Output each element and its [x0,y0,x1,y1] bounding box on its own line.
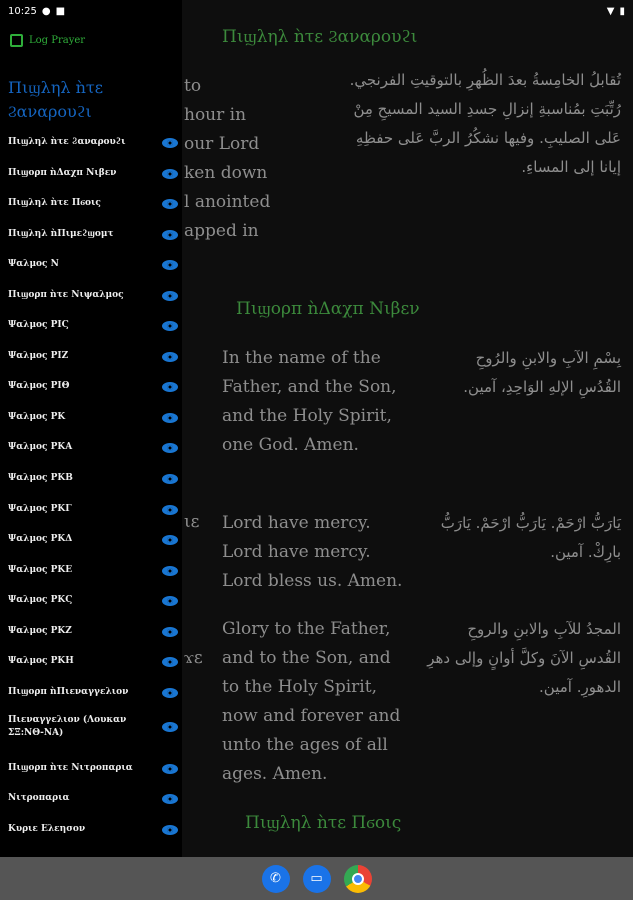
drawer-item[interactable] [8,411,178,424]
arabic-text: بِسْمِ الآبِ والابنِ والرُوحِ القُدُسِ الإلهِ الوَاحِدِ، آمين. [463,349,621,396]
drawer-item[interactable] [8,258,178,271]
english-text: to hour in our Lord ken down l anointed apped in [184,76,271,241]
eye-icon[interactable] [162,199,178,209]
eye-icon[interactable] [162,764,178,774]
notification-icon: ■ [55,5,66,17]
eye-icon[interactable] [162,535,178,545]
notification-icon: ● [41,5,51,17]
clock: 10:25 [8,5,37,17]
drawer-title: Πιϣληλ ǹτε Ϩαναρουϩι [8,78,104,121]
english-text: In the name of the Father, and the Son, and the Holy Spirit, one God. Amen. [222,348,397,455]
eye-icon[interactable] [162,627,178,637]
drawer-item-label: Πιϣληλ ǹτε Πϭοις [8,198,101,208]
drawer-item-label: Πιϣληλ ǹτε Ϩαναρουϩι [8,137,126,147]
drawer-item[interactable] [8,823,178,836]
drawer-item-label: Ψαλμος ΡΚΖ [8,626,72,636]
messages-icon[interactable]: ▭ [303,865,331,893]
drawer-item[interactable] [8,136,178,149]
drawer-item-label: Ψαλμος ΡΙΖ [8,351,69,361]
eye-icon[interactable] [162,722,178,732]
drawer-item-label: Ψαλμος Ν [8,259,59,269]
eye-icon[interactable] [162,596,178,606]
drawer-item-label: Ψαλμος ΡΙΘ [8,381,70,391]
eye-icon[interactable] [162,291,178,301]
drawer-item[interactable] [8,228,178,241]
arabic-text: تُقابلُ الخامِسةُ بعدَ الظُهرِ بالتوقيتِ الفرنجي. رُتِّبَتِ بمُناسبةِ إنزالِ جسدِ السيد المسيحِ مِنْ عَلى الصليبِ. وفيها نشكُرُ الربَّ عَلى حفظِهِ إيانا إلى المساءِ. [349,71,621,176]
section-title: Πιϣληλ ǹτε Ϩαναρουϩι [222,27,418,47]
drawer-item-label: Νιτροπαρια [8,793,70,803]
drawer-item-label: Ψαλμος ΡΙϚ [8,320,69,330]
drawer-item[interactable] [8,289,178,302]
drawer-item-label: Πιϣληλ ǹΠιμεϩϣομτ [8,229,114,239]
drawer-item[interactable] [8,503,178,516]
eye-icon[interactable] [162,382,178,392]
status-bar [0,0,633,22]
log-prayer-checkbox[interactable] [10,34,85,47]
eye-icon[interactable] [162,230,178,240]
drawer-item[interactable] [8,564,178,577]
drawer-item[interactable] [8,533,178,546]
drawer-item[interactable] [8,472,178,485]
eye-icon[interactable] [162,505,178,515]
drawer-item[interactable] [8,655,178,668]
coptic-text: ιε [184,512,200,532]
drawer-item-label: Ψαλμος ΡΚΗ [8,656,74,666]
drawer-item[interactable] [8,380,178,393]
eye-icon[interactable] [162,169,178,179]
eye-icon[interactable] [162,138,178,148]
drawer-item[interactable] [8,167,178,180]
section-title: Πιϣορπ ǹΔαχπ Νιβεν [236,299,420,319]
english-text: Lord have mercy. Lord have mercy. Lord bless us. Amen. [222,513,403,591]
drawer-item[interactable] [8,792,178,805]
battery-icon: ▮ [619,5,625,17]
drawer-item-label: Πιϣορπ ǹτε Νιψαλμος [8,290,124,300]
eye-icon[interactable] [162,566,178,576]
drawer-item[interactable] [8,762,178,775]
drawer-item[interactable] [8,594,178,607]
drawer-item-label: Ψαλμος ΡΚΓ [8,504,72,514]
drawer-item[interactable] [8,625,178,638]
eye-icon[interactable] [162,413,178,423]
drawer-item-label: Πιεναγγελιον (Λουκαν ΣΞ:ΝΘ-ΝΑ) [8,715,127,738]
drawer-item-label: Κυριε Ελεησον [8,824,86,834]
prayer-content[interactable] [182,0,633,857]
log-prayer-label: Log Prayer [29,35,86,46]
drawer-item-label: Ψαλμος ΡΚϚ [8,595,73,605]
drawer-item-label: Πιϣορπ ǹτε Νιτροπαρια [8,763,133,773]
eye-icon[interactable] [162,443,178,453]
eye-icon[interactable] [162,688,178,698]
drawer-item-label: Ψαλμος ΡΚΒ [8,473,73,483]
eye-icon[interactable] [162,352,178,362]
eye-icon[interactable] [162,474,178,484]
drawer-item-label: Ψαλμος ΡΚΕ [8,565,73,575]
drawer-item[interactable] [8,350,178,363]
arabic-text: المجدُ للآبِ والابنِ والروحِ القُدسِ الآنَ وكلَّ أوانٍ وإلى دهرِ الدهورِ. آمين. [427,620,621,696]
wifi-icon: ▼ [606,5,615,17]
english-text: Glory to the Father, and to the Son, and to the Holy Spirit, now and forever and unto the ages of all ages. Amen. [222,619,401,784]
drawer-item-label: Ψαλμος ΡΚ [8,412,66,422]
section-title: Πιϣληλ ǹτε Πϭοις [245,813,402,833]
drawer-item-label: Πιϣορπ ǹΔαχπ Νιβεν [8,168,117,178]
eye-icon[interactable] [162,260,178,270]
drawer-item[interactable] [8,197,178,210]
coptic-text: ϫε [184,648,203,668]
drawer-item-label: Πιϣορπ ǹΠιεναγγελιον [8,687,129,697]
phone-icon[interactable]: ✆ [262,865,290,893]
drawer-item-label: Ψαλμος ΡΚΔ [8,534,73,544]
chrome-icon[interactable] [344,865,372,893]
taskbar [0,857,633,900]
eye-icon[interactable] [162,825,178,835]
drawer-item[interactable] [8,714,178,740]
drawer-item[interactable] [8,319,178,332]
drawer-item-label: Ψαλμος ΡΚΑ [8,442,73,452]
checkbox-icon [10,34,23,47]
drawer-item[interactable] [8,441,178,454]
arabic-text: يَارَبُّ ارْحَمْ. يَارَبُّ ارْحَمْ. يَارَبُّ بارِكْ. آمين. [440,514,621,561]
eye-icon[interactable] [162,657,178,667]
eye-icon[interactable] [162,794,178,804]
eye-icon[interactable] [162,321,178,331]
navigation-drawer [0,0,182,857]
drawer-item[interactable] [8,686,178,699]
